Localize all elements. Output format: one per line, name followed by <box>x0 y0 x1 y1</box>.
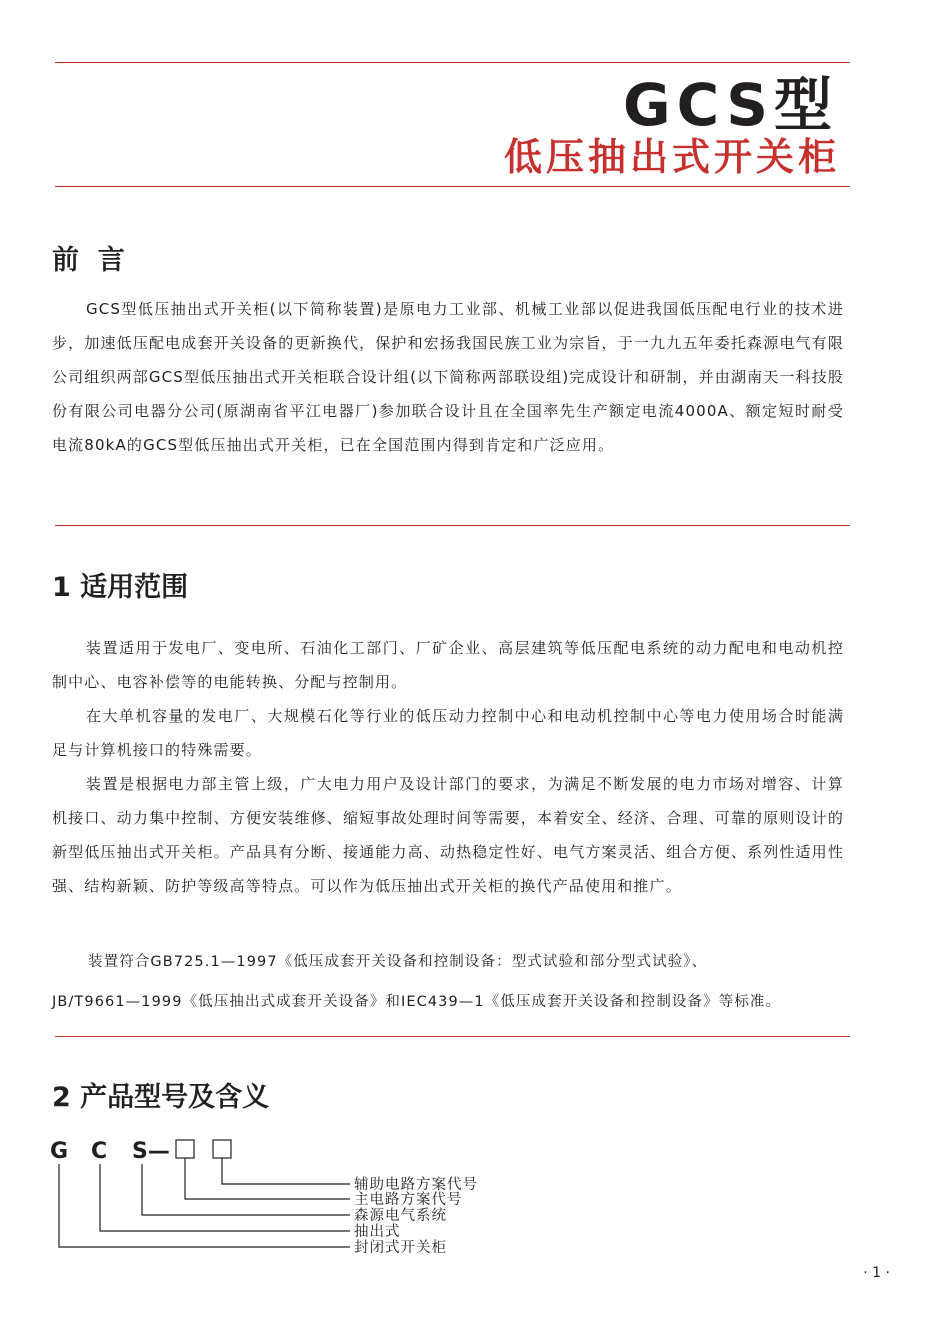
page-subtitle: 低压抽出式开关柜 <box>503 135 840 179</box>
leader-line-main <box>185 1158 350 1199</box>
standards-line-2: JB/T9661—1999《低压抽出式成套开关设备》和IEC439—1《低压成套开关设备和控制设备》等标准。 <box>52 994 782 1010</box>
top-rule <box>55 62 850 63</box>
section1-paragraph-3: 装置是根据电力部主管上级，广大电力用户及设计部门的要求，为满足不断发展的电力市场对增容、计算机接口、动力集中控制、方便安装维修、缩短事故处理时间等需要，本着安全、经济、合理、可靠的原则设计的新型低压抽出式开关柜。产品具有分断、接通能力高、动热稳定性好、电气方案灵活、组合方便、系列性适用性强、结构新颖、防护等级高等特点。可以作为低压抽出式开关柜的换代产品使用和推广。 <box>52 775 844 895</box>
model-letter-c: C <box>91 1139 108 1164</box>
preface-paragraph: GCS型低压抽出式开关柜(以下简称装置)是原电力工业部、机械工业部以促进我国低压配电行业的技术进步，加速低压配电成套开关设备的更新换代，保护和宏扬我国民族工业为宗旨，于一九九五年委托森源电气有限公司组织两部GCS型低压抽出式开关柜联合设计组(以下简称两部联设组)完成设计和研制，并由湖南天一科技股份有限公司电器分公司(原湖南省平江电器厂)参加联合设计且在全国率先生产额定电流4000A、额定短时耐受电流80kA的GCS型低压抽出式开关柜，已在全国范围内得到肯定和广泛应用。 <box>52 300 844 454</box>
section1-paragraph-2: 在大单机容量的发电厂、大规模石化等行业的低压动力控制中心和电动机控制中心等电力使用场合时能满足与计算机接口的特殊需要。 <box>52 707 844 759</box>
leader-line-aux <box>222 1158 350 1184</box>
section-divider <box>55 1036 850 1037</box>
page-number: · 1 · <box>863 1265 890 1281</box>
leader-line-g <box>59 1164 350 1247</box>
label-enclosed: 封闭式开关柜 <box>354 1240 447 1256</box>
label-system: 森源电气系统 <box>354 1208 447 1224</box>
model-letter-g: G <box>50 1139 69 1164</box>
label-drawout: 抽出式 <box>354 1224 401 1240</box>
section1-heading: 1 适用范围 <box>52 572 189 603</box>
aux-circuit-box <box>213 1140 231 1158</box>
preface-heading: 前 言 <box>52 245 125 276</box>
page-title: GCS型 <box>622 71 838 139</box>
leader-line-s <box>142 1164 350 1215</box>
label-main-circuit: 主电路方案代号 <box>354 1192 463 1208</box>
main-circuit-box <box>176 1140 194 1158</box>
section-divider <box>55 525 850 526</box>
model-letter-s: S— <box>132 1139 170 1164</box>
standards-line-1: 装置符合GB725.1—1997《低压成套开关设备和控制设备：型式试验和部分型式试验》、 <box>88 954 708 970</box>
label-aux-circuit: 辅助电路方案代号 <box>354 1177 478 1193</box>
model-code-diagram <box>0 1130 560 1260</box>
section2-heading: 2 产品型号及含义 <box>52 1082 270 1113</box>
leader-line-c <box>100 1164 350 1231</box>
header-bottom-rule <box>55 186 850 187</box>
section1-paragraph-1: 装置适用于发电厂、变电所、石油化工部门、厂矿企业、高层建筑等低压配电系统的动力配电和电动机控制中心、电容补偿等的电能转换、分配与控制用。 <box>52 639 844 691</box>
